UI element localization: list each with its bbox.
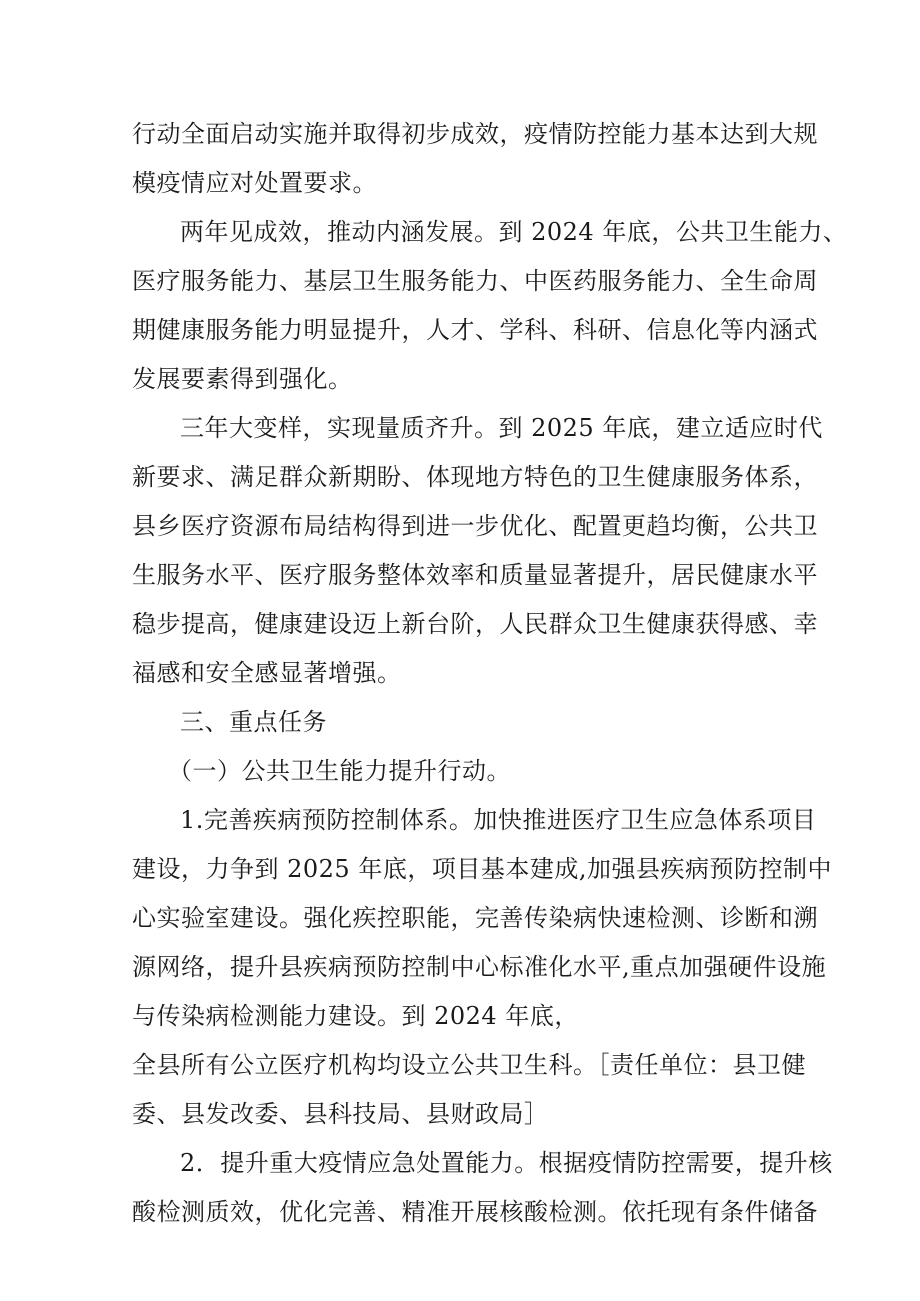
text-line: 生服务水平、医疗服务整体效率和质量显著提升，居民健康水平 <box>132 561 818 589</box>
text-line: 发展要素得到强化。 <box>132 365 353 393</box>
text-line: 医疗服务能力、基层卫生服务能力、中医药服务能力、全生命周 <box>132 267 818 295</box>
text-line: 与传染病检测能力建设。到 2024 年底， <box>132 1002 579 1030</box>
subsection-heading: （一）公共卫生能力提升行动。 <box>168 757 511 785</box>
text-line: 三年大变样，实现量质齐升。到 2025 年底，建立适应时代 <box>180 414 823 442</box>
text-line: 委、县发改委、县科技局、县财政局］ <box>132 1100 549 1128</box>
text-line: 县乡医疗资源布局结构得到进一步优化、配置更趋均衡，公共卫 <box>132 512 818 540</box>
text-line: 建设，力争到 2025 年底，项目基本建成,加强县疾病预防控制中 <box>132 855 832 883</box>
text-line: 心实验室建设。强化疾控职能，完善传染病快速检测、诊断和溯 <box>132 904 818 932</box>
text-line: 行动全面启动实施并取得初步成效，疫情防控能力基本达到大规 <box>132 120 818 148</box>
text-line: 两年见成效，推动内涵发展。到 2024 年底，公共卫生能力、 <box>180 218 848 246</box>
section-heading: 三、重点任务 <box>180 708 327 736</box>
text-line: 2．提升重大疫情应急处置能力。根据疫情防控需要，提升核 <box>180 1149 833 1177</box>
text-line: 酸检测质效，优化完善、精准开展核酸检测。依托现有条件储备 <box>132 1198 818 1226</box>
text-line: 全县所有公立医疗机构均设立公共卫生科。［责任单位：县卫健 <box>132 1051 806 1079</box>
text-line: 福感和安全感显著增强。 <box>132 659 402 687</box>
text-line: 源网络，提升县疾病预防控制中心标准化水平,重点加强硬件设施 <box>132 953 827 981</box>
text-line: 模疫情应对处置要求。 <box>132 169 377 197</box>
text-line: 1.完善疾病预防控制体系。加快推进医疗卫生应急体系项目 <box>180 806 817 834</box>
text-line: 稳步提高，健康建设迈上新台阶，人民群众卫生健康获得感、幸 <box>132 610 818 638</box>
text-line: 期健康服务能力明显提升，人才、学科、科研、信息化等内涵式 <box>132 316 818 344</box>
text-line: 新要求、满足群众新期盼、体现地方特色的卫生健康服务体系， <box>132 463 818 491</box>
